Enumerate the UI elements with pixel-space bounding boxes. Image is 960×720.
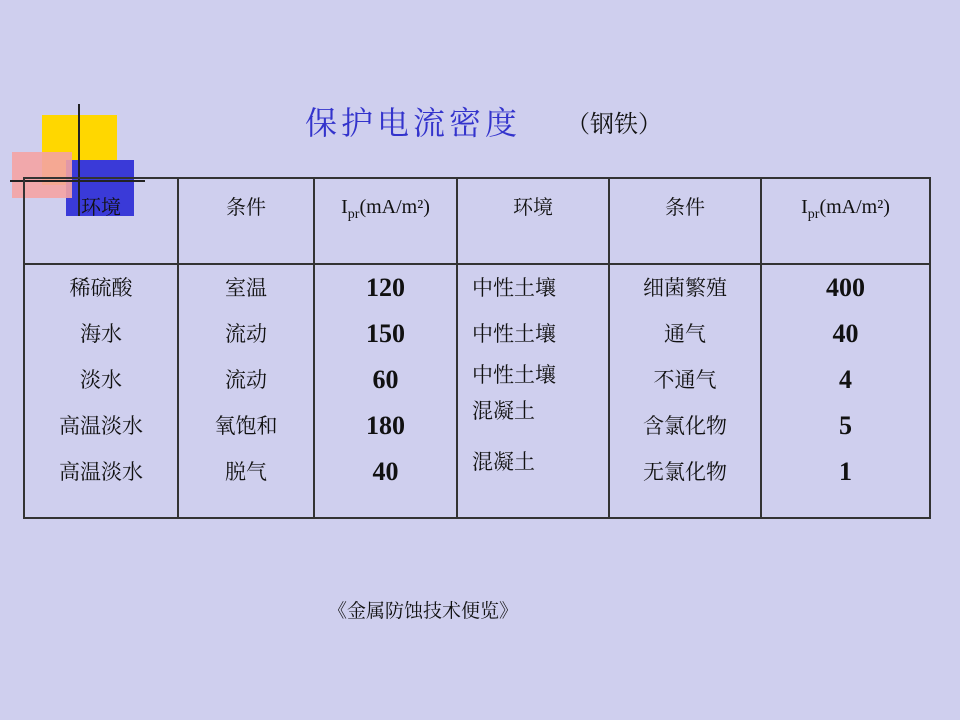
table-cell: 5 bbox=[839, 411, 852, 440]
table-cell: 120 bbox=[366, 273, 405, 302]
table-cell: 180 bbox=[366, 411, 405, 440]
table-cell: 高温淡水 bbox=[59, 460, 143, 484]
table-cell: 60 bbox=[372, 365, 399, 394]
table-cell: 含氯化物 bbox=[643, 414, 727, 438]
header-ipr-right bbox=[761, 178, 930, 264]
header-env-left: 环境 bbox=[24, 178, 178, 264]
table-cell: 混凝土 bbox=[472, 399, 535, 423]
table-body-row bbox=[24, 264, 930, 518]
table-cell: 混凝土 bbox=[472, 450, 535, 474]
header-env-right: 环境 bbox=[457, 178, 609, 264]
table-cell: 40 bbox=[832, 319, 859, 348]
table-header-row bbox=[24, 178, 930, 264]
header-ipr-unit: (mA/m²) bbox=[819, 196, 890, 218]
header-ipr-left bbox=[314, 178, 457, 264]
table-cell: 氧饱和 bbox=[214, 414, 278, 438]
header-cond-left: 条件 bbox=[178, 178, 314, 264]
table-cell: 不通气 bbox=[653, 368, 717, 392]
right-cond-column bbox=[609, 264, 761, 518]
right-ipr-column bbox=[761, 264, 930, 518]
table-cell: 4 bbox=[839, 365, 852, 394]
table-cell: 流动 bbox=[225, 368, 267, 392]
left-cond-column bbox=[178, 264, 314, 518]
header-ipr-symbol: I bbox=[801, 196, 808, 218]
table-cell: 稀硫酸 bbox=[69, 276, 133, 300]
table-cell: 室温 bbox=[225, 276, 267, 300]
table-cell: 150 bbox=[366, 319, 405, 348]
current-density-table bbox=[23, 177, 931, 519]
right-env-column bbox=[457, 264, 609, 518]
table-cell: 400 bbox=[826, 273, 865, 302]
table-cell: 中性土壤 bbox=[472, 363, 556, 387]
page-title-subtitle: （钢铁） bbox=[566, 110, 662, 138]
page-title: 保护电流密度 bbox=[305, 104, 522, 142]
table-cell: 中性土壤 bbox=[472, 276, 556, 300]
header-ipr-symbol: I bbox=[341, 196, 348, 218]
header-ipr-subscript: pr bbox=[347, 207, 360, 222]
left-env-column bbox=[24, 264, 178, 518]
table-cell: 细菌繁殖 bbox=[643, 276, 727, 300]
table-cell: 1 bbox=[839, 457, 852, 486]
table-cell: 流动 bbox=[225, 322, 267, 346]
table-cell: 40 bbox=[372, 457, 399, 486]
table-cell: 海水 bbox=[80, 322, 122, 346]
table-cell: 淡水 bbox=[80, 368, 122, 392]
table-cell: 脱气 bbox=[225, 460, 267, 484]
table-cell: 通气 bbox=[664, 322, 706, 346]
header-ipr-subscript: pr bbox=[807, 207, 820, 222]
header-ipr-unit: (mA/m²) bbox=[359, 196, 430, 218]
table-cell: 无氯化物 bbox=[643, 460, 727, 484]
source-citation: 《金属防蚀技术便览》 bbox=[328, 600, 519, 622]
left-ipr-column bbox=[314, 264, 457, 518]
table-cell: 高温淡水 bbox=[59, 414, 143, 438]
header-cond-right: 条件 bbox=[609, 178, 761, 264]
table-cell: 中性土壤 bbox=[472, 322, 556, 346]
